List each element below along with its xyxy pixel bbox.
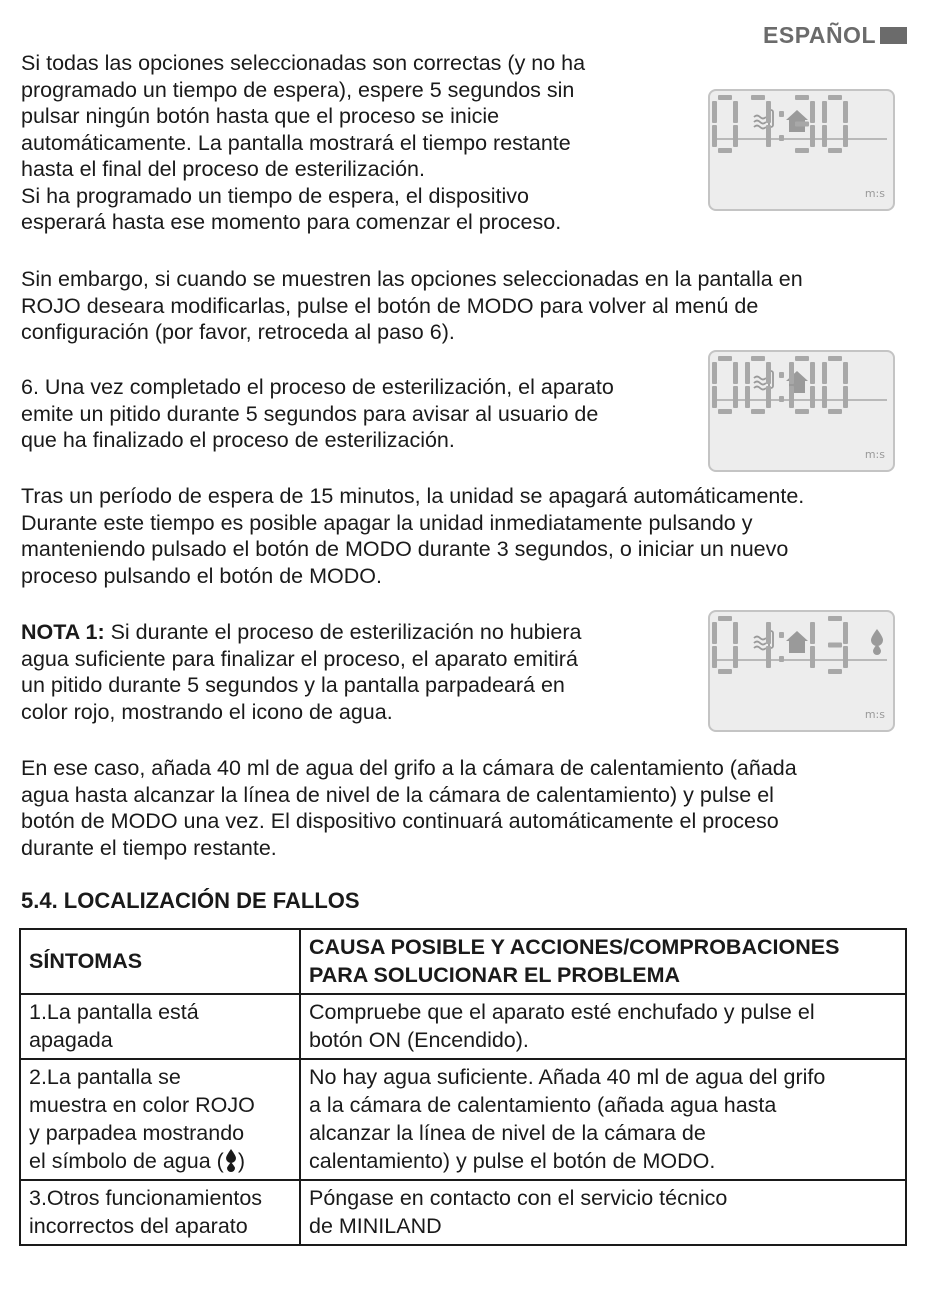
- note-text: Si durante el proceso de esterilización no hubiera agua suficiente para finalizar el proceso, el aparato emitirá un pitido durante 5 segundos y la pantalla parpadeará en color rojo, mostrando el icono de agua.: [21, 620, 582, 724]
- lcd-time-digits: [710, 352, 850, 418]
- paragraph-modify-options: Sin embargo, si cuando se muestren las opciones seleccionadas en la pantalla en ROJO deseara modificarlas, pulse el botón de MODO para volver al menú de configuración (por favor, retroceda al paso 6).: [21, 267, 803, 344]
- lcd-colon: [779, 372, 784, 402]
- cause-cell: Compruebe que el aparato esté enchufado y pulse el botón ON (Encendido).: [300, 994, 906, 1059]
- symptom-cell: 1.La pantalla está apagada: [20, 994, 300, 1059]
- lcd-unit: m:s: [864, 708, 885, 721]
- note-label: NOTA 1:: [21, 620, 105, 644]
- symptom-cell: [20, 1059, 300, 1180]
- symptom-text-end: ): [237, 1149, 245, 1173]
- lcd-digit-3: [795, 95, 815, 153]
- cause-cell: Póngase en contacto con el servicio técnico de MINILAND: [300, 1180, 906, 1245]
- lcd-display-3: [708, 610, 895, 732]
- lcd-time-digits: [710, 91, 850, 157]
- paragraph-step-6: 6. Una vez completado el proceso de esterilización, el aparato emite un pitido durante 5 segundos para avisar al usuario de que ha finalizado el proceso de esterilización.: [21, 375, 614, 452]
- lcd-digit-7: [751, 95, 771, 147]
- lcd-unit: m:s: [864, 448, 885, 461]
- lcd-digit-0: [822, 95, 848, 153]
- water-drop-icon: [224, 1148, 238, 1172]
- lcd-digit-0: [822, 356, 848, 414]
- lcd-display-2: [708, 350, 895, 472]
- table-row: [20, 994, 906, 1059]
- section-title: 5.4. LOCALIZACIÓN DE FALLOS: [21, 888, 360, 913]
- paragraph-note-1: [21, 619, 581, 725]
- cause-cell: No hay agua suficiente. Añada 40 ml de agua del grifo a la cámara de calentamiento (añada agua hasta alcanzar la línea de nivel de la cámara de calentamiento) y pulse el botón de MODO.: [300, 1059, 906, 1180]
- language-marker: [880, 27, 907, 44]
- language-text: ESPAÑOL: [763, 22, 876, 48]
- lcd-time-digits: [710, 612, 850, 678]
- lcd-digit-3: [828, 616, 848, 674]
- lcd-unit: m:s: [864, 187, 885, 200]
- lcd-digit-0: [789, 356, 815, 414]
- paragraph-auto-off: Tras un período de espera de 15 minutos, la unidad se apagará automáticamente. Durante este tiempo es posible apagar la unidad inmediatamente pulsando y manteniendo pulsado el botón de MODO durante 3 segundos, o iniciar un nuevo proceso pulsando el botón de MODO.: [21, 484, 805, 588]
- lcd-digit-0: [745, 356, 771, 414]
- table-row: [20, 1180, 906, 1245]
- lcd-digit-0: [712, 616, 738, 674]
- lcd-colon: [779, 632, 784, 662]
- paragraph-add-water: En ese caso, añada 40 ml de agua del grifo a la cámara de calentamiento (añada agua hasta alcanzar la línea de nivel de la cámara de calentamiento) y pulse el botón de MODO una vez. El dispositivo continuará automáticamente el proceso durante el tiempo restante.: [21, 756, 797, 860]
- troubleshooting-table: [19, 928, 907, 1246]
- lcd-digit-0: [712, 356, 738, 414]
- lcd-colon: [779, 111, 784, 141]
- water-drop-icon: [871, 629, 883, 655]
- paragraph-start-process: Si todas las opciones seleccionadas son correctas (y no ha programado un tiempo de espera), espere 5 segundos sin pulsar ningún botón hasta que el proceso se inicie automáticamente. La pantalla mostrará el tiempo restante hasta el final del proceso de esterilización. Si ha programado un tiempo de espera, el dispositivo esperará hasta ese momento para comenzar el proceso.: [21, 51, 586, 234]
- header-causes: CAUSA POSIBLE Y ACCIONES/COMPROBACIONES PARA SOLUCIONAR EL PROBLEMA: [300, 929, 906, 994]
- language-label: [763, 22, 907, 49]
- header-symptoms: SÍNTOMAS: [20, 929, 300, 994]
- table-row: [20, 1059, 906, 1180]
- table-header-row: [20, 929, 906, 994]
- lcd-digit-1: [766, 622, 771, 668]
- lcd-display-1: [708, 89, 895, 211]
- symptom-cell: 3.Otros funcionamientos incorrectos del aparato: [20, 1180, 300, 1245]
- symptom-text: 2.La pantalla se muestra en color ROJO y parpadea mostrando el símbolo de agua (: [29, 1065, 255, 1173]
- lcd-digit-1: [810, 622, 815, 668]
- lcd-digit-0: [712, 95, 738, 153]
